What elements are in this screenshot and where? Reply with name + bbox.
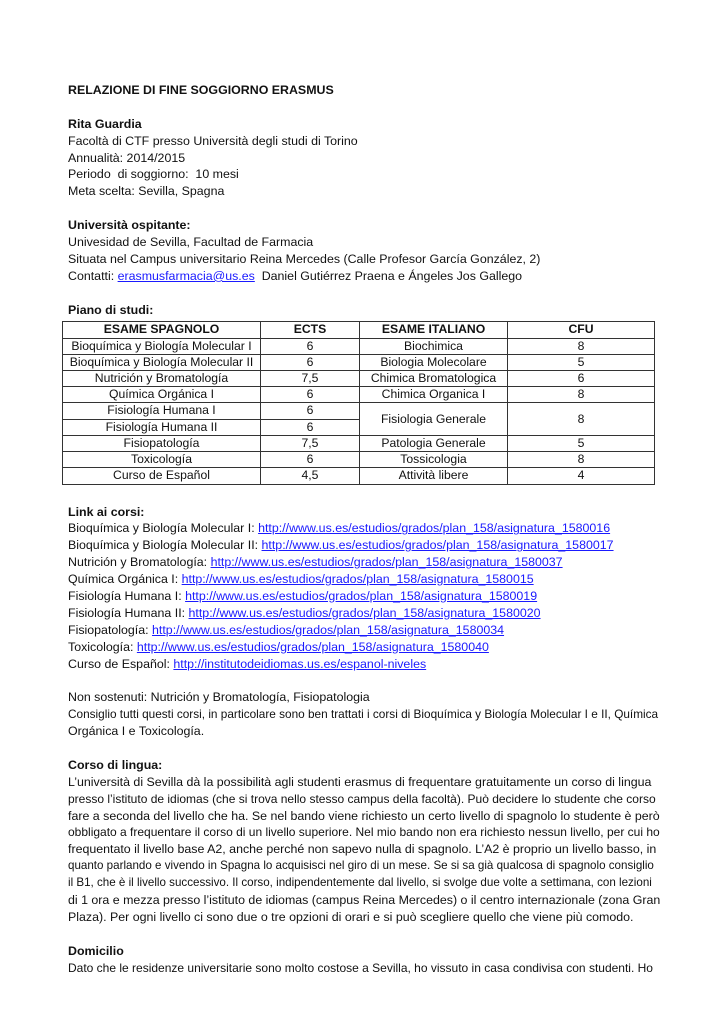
host-name: Univesidad de Sevilla, Facultad de Farmacia bbox=[68, 235, 314, 250]
cell-ects: 7,5 bbox=[261, 371, 360, 387]
contacts-label: Contatti: bbox=[68, 268, 118, 283]
paragraph-line: il B1, che è il livello successivo. Il corso, indipendentemente dal livello, si svolge due volte a settimana, con lezioni bbox=[68, 876, 652, 890]
list-item bbox=[68, 639, 660, 656]
not-taken-note: Non sostenuti: Nutrición y Bromatología, Fisiopatologia bbox=[68, 690, 370, 705]
list-item bbox=[68, 656, 660, 673]
language-paragraph bbox=[68, 774, 660, 926]
course-link-label: Fisiología Humana II: bbox=[68, 605, 189, 620]
cell-ects: 4,5 bbox=[261, 468, 360, 484]
contacts-email-link[interactable]: erasmusfarmacia@us.es bbox=[117, 268, 255, 283]
list-item bbox=[68, 554, 660, 571]
student-period: Periodo di soggiorno: 10 mesi bbox=[68, 167, 239, 182]
course-link-label: Toxicología: bbox=[68, 639, 137, 654]
cell-cfu: 4 bbox=[508, 468, 655, 484]
cell-it: Biologia Molecolare bbox=[360, 354, 508, 370]
course-link[interactable]: http://www.us.es/estudios/grados/plan_158/asignatura_1580016 bbox=[258, 521, 611, 536]
cell-ects: 6 bbox=[261, 387, 360, 403]
list-item bbox=[68, 520, 660, 537]
host-heading: Università ospitante: bbox=[68, 218, 191, 233]
course-link-label: Curso de Español: bbox=[68, 656, 174, 671]
table-row bbox=[63, 387, 655, 403]
table-row bbox=[63, 403, 655, 419]
list-item bbox=[68, 537, 660, 554]
document-title: RELAZIONE DI FINE SOGGIORNO ERASMUS bbox=[68, 83, 334, 97]
cell-es: Fisiología Humana II bbox=[63, 419, 261, 435]
cell-cfu: 6 bbox=[508, 371, 655, 387]
table-row bbox=[63, 468, 655, 484]
cell-it: Patologia Generale bbox=[360, 435, 508, 451]
cell-ects: 6 bbox=[261, 338, 360, 354]
student-faculty: Facoltà di CTF presso Università degli studi di Torino bbox=[68, 133, 358, 148]
header-cfu: CFU bbox=[508, 322, 655, 338]
paragraph-line: Dato che le residenze universitarie sono molto costose a Sevilla, ho vissuto in casa condivisa con studenti. Ho bbox=[68, 960, 653, 975]
language-heading: Corso di lingua: bbox=[68, 757, 163, 772]
list-item bbox=[68, 588, 660, 605]
paragraph-line: Plaza). Per ogni livello ci sono due o tre opzioni di orari e si può scegliere quello che viene più comodo. bbox=[68, 909, 634, 924]
document-page bbox=[68, 82, 660, 976]
header-esame-italiano: ESAME ITALIANO bbox=[360, 322, 508, 338]
student-year: Annualità: 2014/2015 bbox=[68, 150, 186, 165]
cell-es: Curso de Español bbox=[63, 468, 261, 484]
table-header-row bbox=[63, 322, 655, 338]
course-link[interactable]: http://www.us.es/estudios/grados/plan_158/asignatura_1580019 bbox=[185, 588, 538, 603]
course-link-label: Bioquímica y Biología Molecular II: bbox=[68, 538, 262, 553]
advice-line: Consiglio tutti questi corsi, in particolare sono ben trattati i corsi di Bioquímica y Biología Molecular I e II, Química bbox=[68, 707, 659, 722]
paragraph-line: presso l’istituto de idiomas (che si trova nello stesso campus della facoltà). Può decidere lo studente che corso bbox=[68, 791, 656, 806]
course-link[interactable]: http://www.us.es/estudios/grados/plan_158/asignatura_1580017 bbox=[261, 538, 614, 553]
course-link-label: Química Orgánica I: bbox=[68, 572, 182, 587]
cell-cfu: 8 bbox=[508, 387, 655, 403]
table-row bbox=[63, 435, 655, 451]
cell-cfu: 5 bbox=[508, 435, 655, 451]
cell-it: Attività libere bbox=[360, 468, 508, 484]
cell-es: Bioquímica y Biología Molecular I bbox=[63, 338, 261, 354]
course-link-label: Bioquímica y Biología Molecular I: bbox=[68, 521, 259, 536]
cell-cfu: 5 bbox=[508, 354, 655, 370]
course-link[interactable]: http://www.us.es/estudios/grados/plan_158/asignatura_1580034 bbox=[152, 622, 505, 637]
paragraph-line: di 1 ora e mezza presso l’istituto de idiomas (campus Reina Mercedes) o il centro internazionale (zona Gran bbox=[68, 892, 661, 907]
table-row bbox=[63, 371, 655, 387]
cell-it: Chimica Organica I bbox=[360, 387, 508, 403]
host-location: Situata nel Campus universitario Reina Mercedes (Calle Profesor García González, 2) bbox=[68, 251, 541, 266]
cell-ects: 7,5 bbox=[261, 435, 360, 451]
plan-heading: Piano di studi: bbox=[68, 302, 154, 317]
cell-es: Química Orgánica I bbox=[63, 387, 261, 403]
cell-ects: 6 bbox=[261, 354, 360, 370]
advice-line: Orgánica I e Toxicología. bbox=[68, 724, 205, 739]
cell-it: Biochimica bbox=[360, 338, 508, 354]
host-contacts bbox=[68, 268, 660, 285]
paragraph-line: obbligato a frequentare il corso di un livello superiore. Nel mio bando non era richiesto nessun livello, per cui ho bbox=[68, 825, 660, 840]
student-destination: Meta scelta: Sevilla, Spagna bbox=[68, 184, 225, 199]
contacts-people: Daniel Gutiérrez Praena e Ángeles Jos Gallego bbox=[254, 268, 523, 283]
table-row bbox=[63, 338, 655, 354]
paragraph-line: L’università di Sevilla dà la possibilità agli studenti erasmus di frequentare gratuitamente un corso di lingua bbox=[68, 774, 652, 789]
cell-it: Chimica Bromatologica bbox=[360, 371, 508, 387]
cell-es: Fisiología Humana I bbox=[63, 403, 261, 419]
paragraph-line: quanto parlando e vivendo in Spagna lo acquisisci nel giro di un mese. Se si sa già qualcosa di spagnolo consiglio bbox=[68, 859, 654, 873]
table-row bbox=[63, 452, 655, 468]
paragraph-line: frequentato il livello base A2, anche perché non sapevo nulla di spagnolo. L’A2 è proprio un livello basso, in bbox=[68, 842, 657, 857]
cell-es: Fisiopatología bbox=[63, 435, 261, 451]
list-item bbox=[68, 571, 660, 588]
cell-cfu: 8 bbox=[508, 403, 655, 435]
cell-it: Tossicologia bbox=[360, 452, 508, 468]
course-link[interactable]: http://institutodeidiomas.us.es/espanol-niveles bbox=[173, 656, 427, 671]
housing-heading: Domicilio bbox=[68, 943, 124, 958]
course-link[interactable]: http://www.us.es/estudios/grados/plan_158/asignatura_1580037 bbox=[210, 555, 563, 570]
list-item bbox=[68, 605, 660, 622]
links-heading: Link ai corsi: bbox=[68, 504, 145, 519]
course-link[interactable]: http://www.us.es/estudios/grados/plan_158/asignatura_1580020 bbox=[188, 605, 541, 620]
cell-cfu: 8 bbox=[508, 338, 655, 354]
cell-ects: 6 bbox=[261, 452, 360, 468]
cell-es: Toxicología bbox=[63, 452, 261, 468]
study-plan-table bbox=[62, 321, 655, 484]
cell-ects: 6 bbox=[261, 419, 360, 435]
header-ects: ECTS bbox=[261, 322, 360, 338]
cell-cfu: 8 bbox=[508, 452, 655, 468]
course-link[interactable]: http://www.us.es/estudios/grados/plan_158/asignatura_1580040 bbox=[136, 639, 489, 654]
cell-es: Bioquímica y Biología Molecular II bbox=[63, 354, 261, 370]
cell-it: Fisiologia Generale bbox=[360, 403, 508, 435]
paragraph-line: fare a seconda del livello che ha. Se nel bando viene richiesto un certo livello di spagnolo lo studente è però bbox=[68, 808, 660, 823]
course-link-label: Fisiología Humana I: bbox=[68, 588, 186, 603]
table-row bbox=[63, 354, 655, 370]
student-name: Rita Guardia bbox=[68, 116, 142, 131]
header-esame-spagnolo: ESAME SPAGNOLO bbox=[63, 322, 261, 338]
cell-ects: 6 bbox=[261, 403, 360, 419]
course-link[interactable]: http://www.us.es/estudios/grados/plan_158/asignatura_1580015 bbox=[181, 572, 534, 587]
cell-es: Nutrición y Bromatología bbox=[63, 371, 261, 387]
course-link-label: Fisiopatología: bbox=[68, 622, 153, 637]
course-link-label: Nutrición y Bromatología: bbox=[68, 555, 211, 570]
list-item bbox=[68, 622, 660, 639]
